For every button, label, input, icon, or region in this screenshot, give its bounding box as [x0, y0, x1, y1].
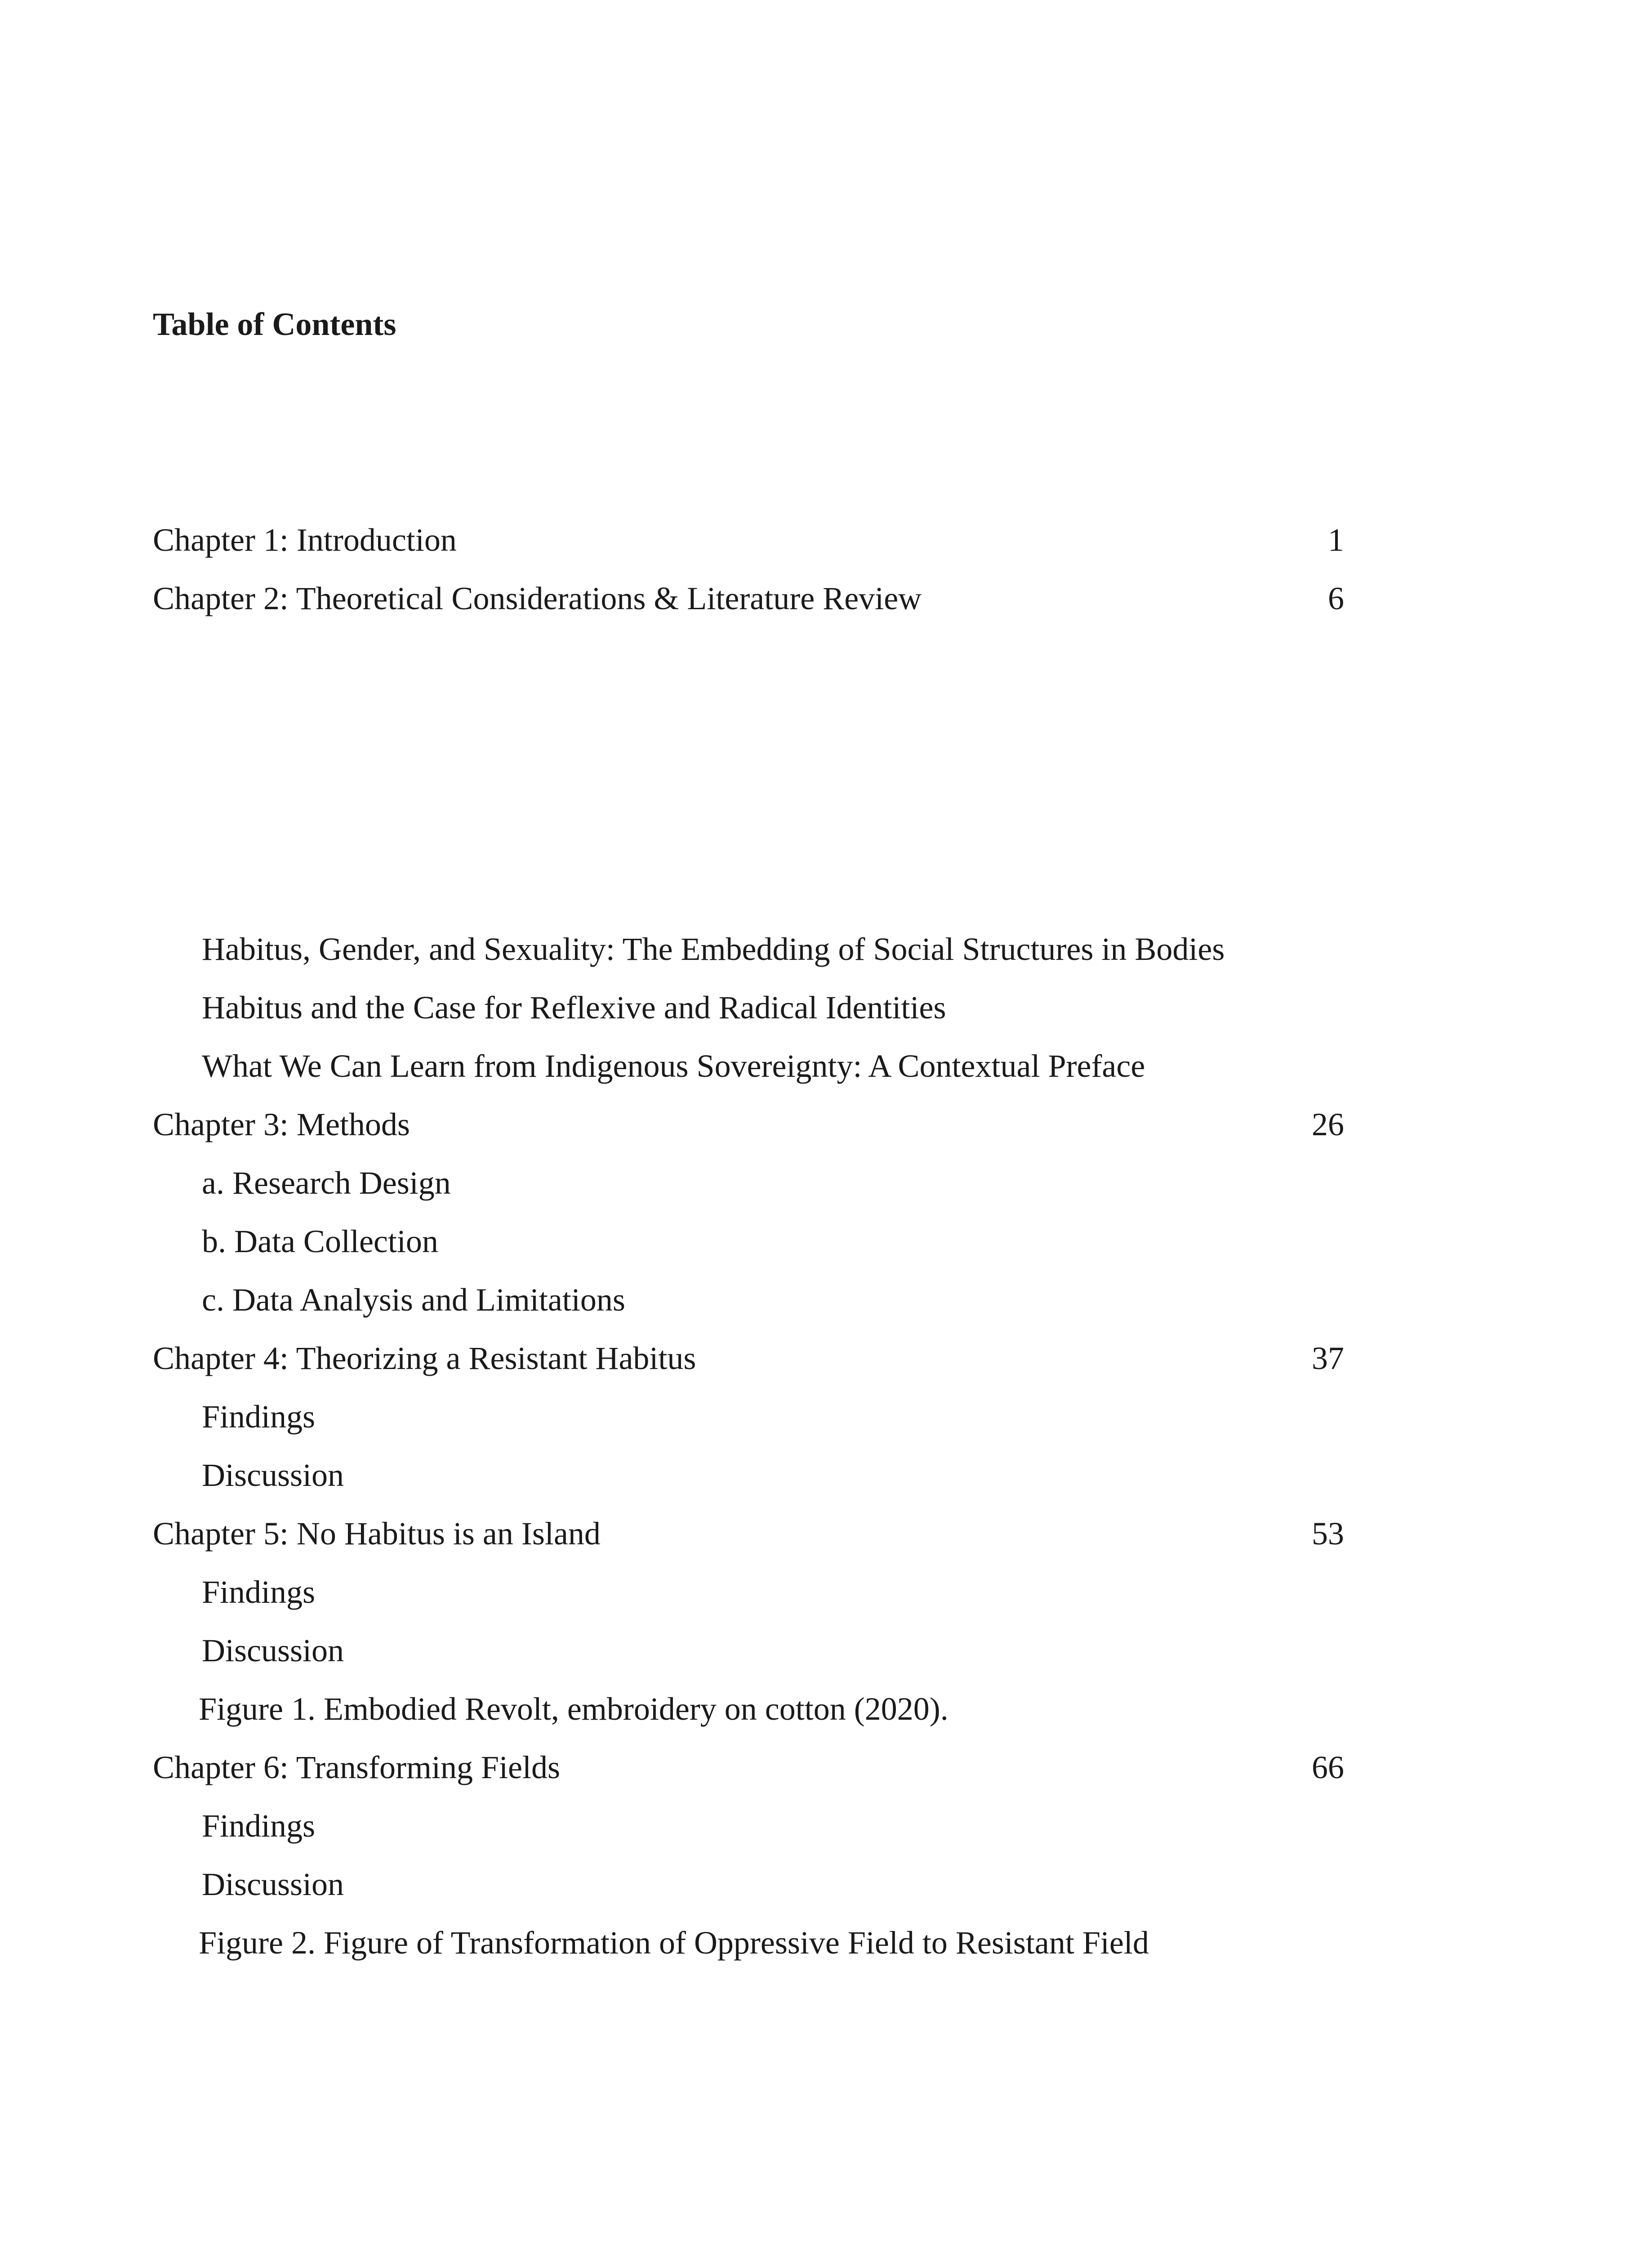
toc-entry-label: Chapter 6: Transforming Fields: [153, 1749, 561, 1785]
toc-entry-label: Chapter 2: Theoretical Considerations & Literature Review: [153, 580, 922, 616]
toc-entry-label: Chapter 3: Methods: [153, 1106, 410, 1142]
toc-subentry: [202, 1223, 1344, 1268]
toc-entry-label: Chapter 1: Introduction: [153, 522, 457, 558]
toc-entry-label: Findings: [202, 1399, 316, 1435]
toc-subentry: [202, 1048, 1344, 1093]
toc-entry-label: Chapter 5: No Habitus is an Island: [153, 1516, 601, 1552]
toc-subentry: [202, 1281, 1344, 1326]
toc-entry-label: a. Research Design: [202, 1165, 451, 1201]
toc-figure-entry: [199, 1690, 1344, 1735]
toc-entry-chapter-5: [153, 1515, 1344, 1560]
toc-entry-label: Discussion: [202, 1457, 344, 1493]
toc-page-number: 6: [1328, 580, 1344, 616]
toc-subentry: [202, 1866, 1344, 1911]
toc-page-number: 53: [1312, 1516, 1344, 1552]
toc-entry-label: Discussion: [202, 1866, 344, 1902]
toc-entry-label: Chapter 4: Theorizing a Resistant Habitus: [153, 1340, 696, 1376]
toc-entry-chapter-6: [153, 1749, 1344, 1794]
toc-entry-label: Habitus and the Case for Reflexive and Radical Identities: [202, 990, 946, 1026]
toc-entry-chapter-4: [153, 1340, 1344, 1385]
toc-entry-label: Figure 2. Figure of Transformation of Oppressive Field to Resistant Field: [199, 1925, 1149, 1961]
toc-page-number: 26: [1312, 1106, 1344, 1142]
toc-page-number: 1: [1328, 522, 1344, 558]
toc-figure-entry: [199, 1924, 1344, 1969]
toc-entry-label: Figure 1. Embodied Revolt, embroidery on cotton (2020).: [199, 1691, 948, 1727]
toc-subentry: [202, 1164, 1344, 1209]
page-title: Table of Contents: [153, 306, 396, 342]
toc-entry-label: c. Data Analysis and Limitations: [202, 1282, 625, 1318]
toc-entry-label: Discussion: [202, 1632, 344, 1668]
toc-subentry: [202, 989, 1344, 1034]
toc-subentry: [202, 1574, 1344, 1619]
toc-page-number: 66: [1312, 1749, 1344, 1785]
toc-entry-label: Findings: [202, 1574, 316, 1610]
toc-subentry: [202, 1398, 1344, 1443]
toc-subentry: [202, 931, 1344, 976]
toc-entry-chapter-2: [153, 580, 1344, 625]
toc-entry-label: Findings: [202, 1808, 316, 1844]
toc-subentry: [202, 1457, 1344, 1502]
toc-entry-label: What We Can Learn from Indigenous Sovereignty: A Contextual Preface: [202, 1048, 1145, 1084]
toc-entry-chapter-3: [153, 1106, 1344, 1151]
toc-subentry: [202, 1632, 1344, 1677]
toc-entry-label: Habitus, Gender, and Sexuality: The Embedding of Social Structures in Bodies: [202, 931, 1225, 967]
toc-subentry: [202, 1807, 1344, 1852]
toc-page-number: 37: [1312, 1340, 1344, 1376]
toc-entry-chapter-1: [153, 522, 1344, 566]
toc-entry-label: b. Data Collection: [202, 1223, 438, 1259]
